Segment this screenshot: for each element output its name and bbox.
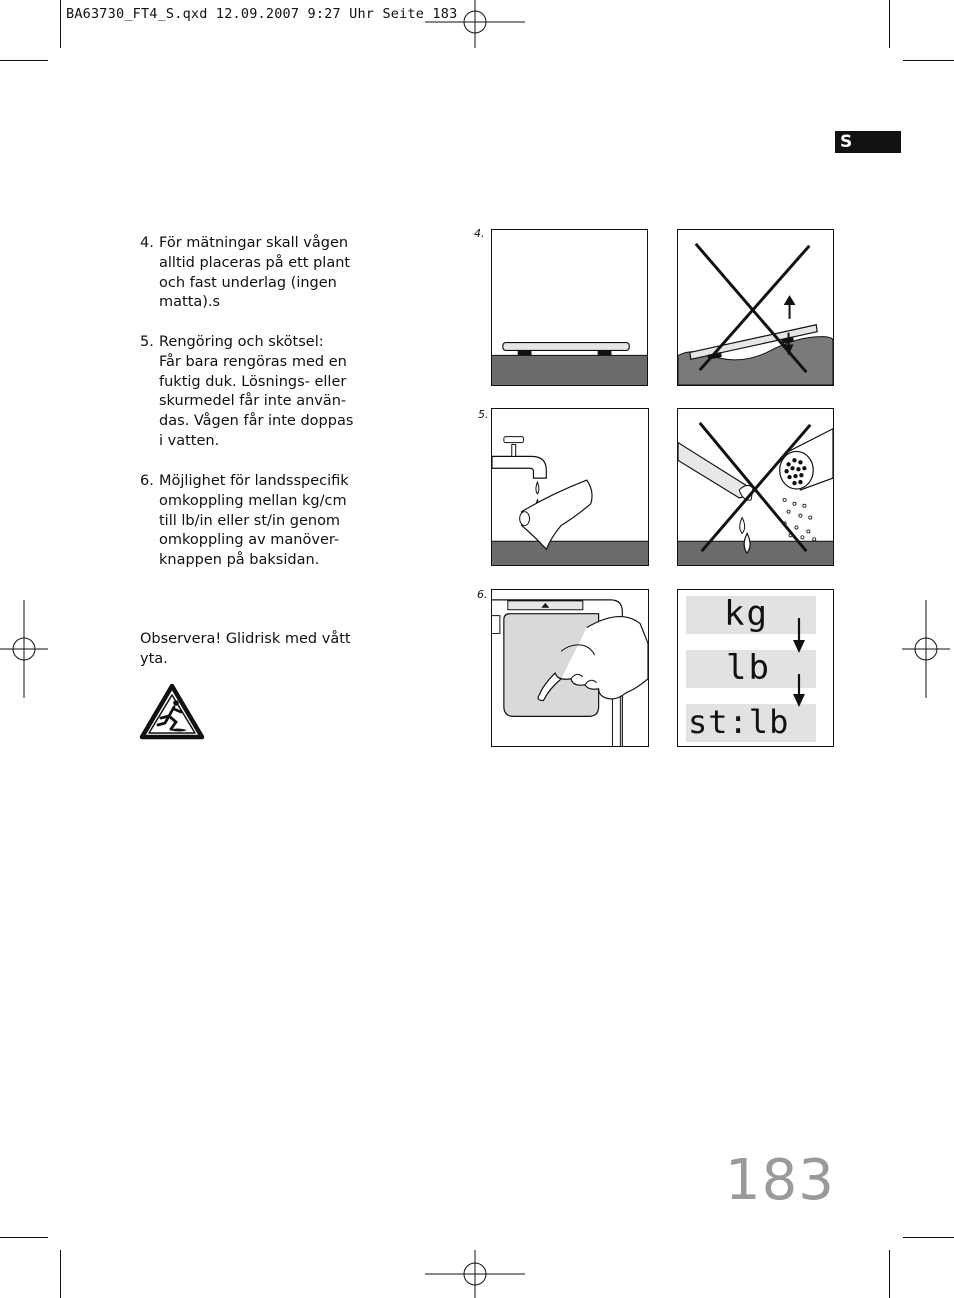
lcd-unit-lb: lb [726,648,771,688]
illustration-unit-switch [491,589,649,747]
illustration-flat-surface [491,229,648,386]
instruction-number: 5. [140,334,154,350]
registration-mark-right [902,600,950,698]
page-number: 183 [725,1148,835,1213]
arrow-down-icon [793,674,805,707]
illustration-soft-surface-crossed [677,229,834,386]
crop-mark [60,1250,61,1298]
illustration-no-solvents-crossed [677,408,834,566]
language-tab [835,131,901,153]
figure-label: 4. [474,227,485,240]
arrow-down-icon [793,618,805,653]
illustration-display-units [677,589,834,747]
language-tab-label: S [840,132,853,152]
crop-mark [889,0,890,48]
instruction-item [140,234,370,314]
crop-mark [889,1250,890,1298]
lcd-unit-kg: kg [724,594,769,634]
instruction-text: Möjlighet för landsspecifik omkoppling mellan kg/cm till lb/in eller st/in genom omkoppling av manöver- knappen på baksidan. [159,473,349,569]
crop-mark [903,1237,954,1238]
crop-mark [0,1237,48,1238]
illustration-damp-cloth [491,408,649,566]
instruction-number: 4. [140,235,154,251]
instruction-item [140,333,370,453]
instruction-item [140,472,370,572]
slippery-floor-warning-icon [139,683,205,741]
crop-mark [60,0,61,48]
lcd-unit-stlb: st:lb [688,703,790,741]
figure-label: 5. [478,408,489,421]
registration-mark-left [0,600,48,698]
instruction-text: Rengöring och skötsel: Får bara rengöras med en fuktig duk. Lösnings- eller skurmedel får inte använ- das. Vågen får inte doppas i vatten. [159,334,354,449]
figure-label: 6. [477,588,488,601]
instruction-number: 6. [140,473,154,489]
registration-mark-bottom [425,1250,525,1298]
print-slug: BA63730_FT4_S.qxd 12.09.2007 9:27 Uhr Seite 183 [66,6,458,22]
crop-mark [903,60,954,61]
instruction-text: För mätningar skall vågen alltid placeras på ett plant och fast underlag (ingen matta).s [159,235,351,311]
crop-mark [0,60,48,61]
warning-note: Observera! Glidrisk med vått yta. [140,631,351,667]
